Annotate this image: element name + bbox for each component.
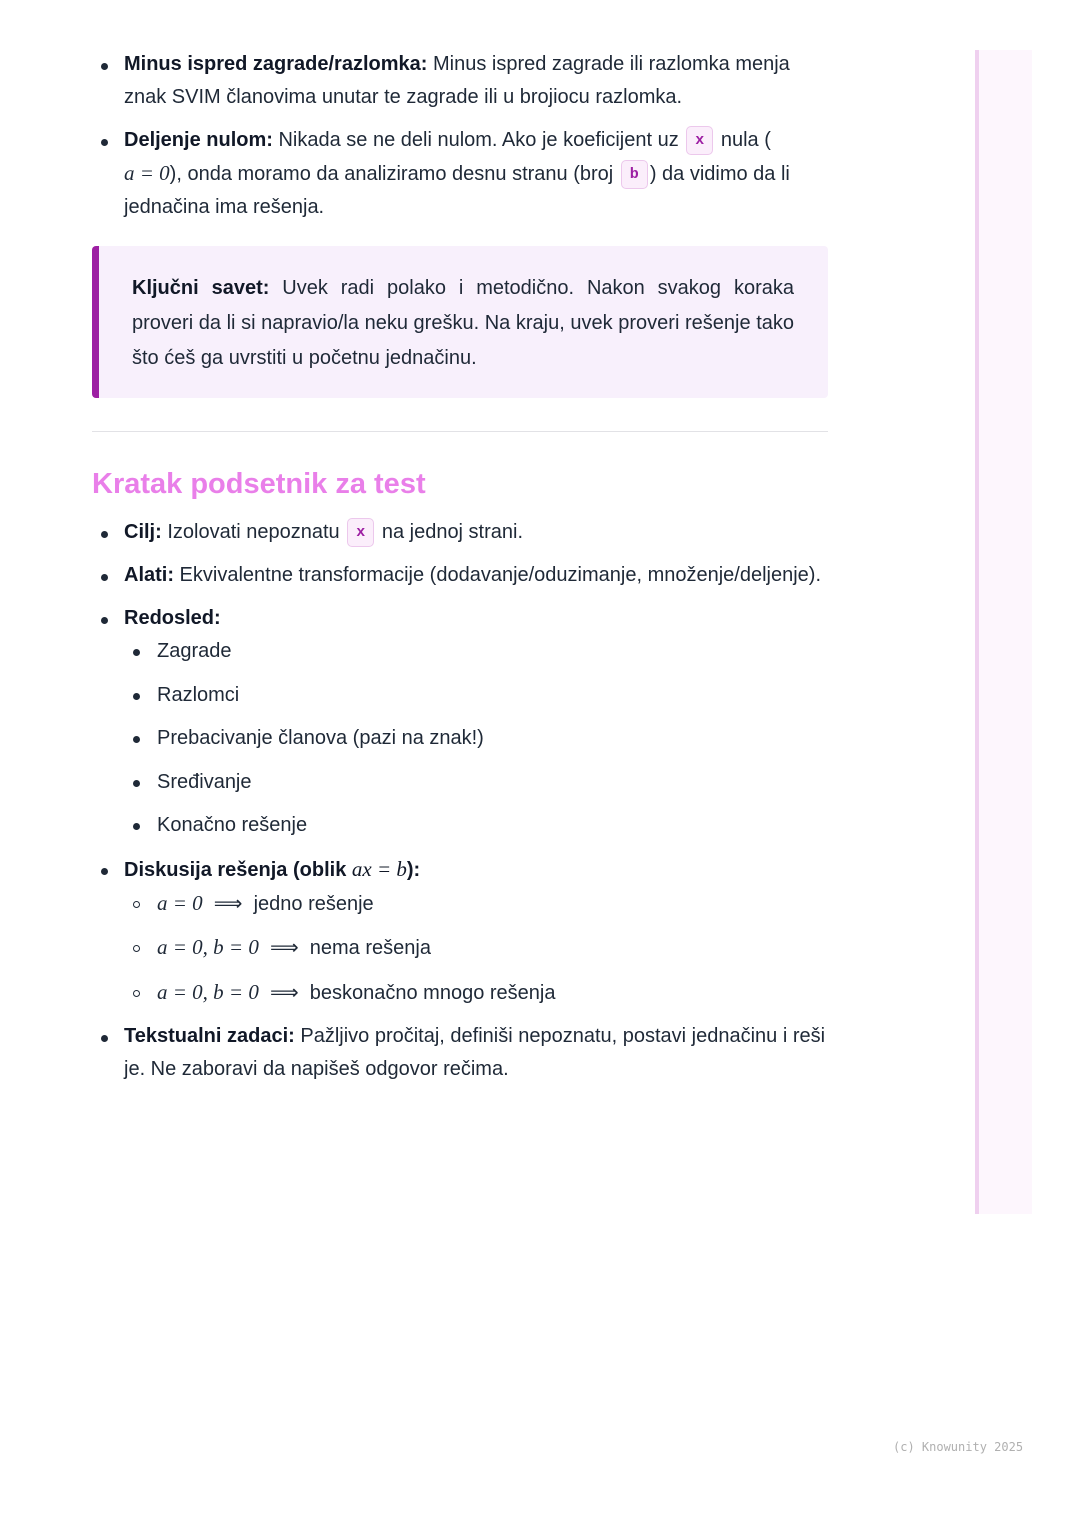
case-text: nema rešenja: [309, 937, 431, 959]
section-title: Kratak podsetnik za test: [92, 468, 426, 500]
item-text: ) da vidimo da li jednačina ima rešenja.: [124, 163, 790, 218]
side-panel: [975, 50, 1032, 1214]
list-item: [124, 931, 828, 965]
math-expression: a = 0, b = 0: [157, 935, 259, 959]
list-item-word-problems: [92, 1020, 828, 1086]
list-item: Razlomci: [124, 679, 828, 712]
copyright-footer: (c) Knowunity 2025: [893, 1440, 1024, 1454]
key-tip-callout: [92, 246, 828, 398]
reminder-list: [92, 516, 828, 1086]
math-expression: ax = b: [351, 856, 407, 881]
code-x: x: [686, 126, 713, 155]
code-x: x: [347, 518, 374, 547]
list-item: Zagrade: [124, 635, 828, 668]
list-item-goal: [92, 516, 828, 549]
item-text: Minus ispred zagrade ili razlomka menja znak SVIM članovima unutar te zagrade ili u brojiocu razlomka.: [124, 53, 790, 108]
item-text: Pažljivo pročitaj, definiši nepoznatu, postavi jednačinu i reši je. Ne zaboravi da napišeš odgovor rečima.: [124, 1025, 826, 1080]
list-item: Sređivanje: [124, 766, 828, 799]
list-item: [124, 887, 828, 921]
item-text: na jednoj strani.: [376, 521, 524, 543]
divider: [92, 431, 828, 432]
discussion-cases: [124, 887, 828, 1010]
math-expression: a = 0: [157, 890, 203, 915]
math-expression: a = 0, b = 0: [157, 979, 259, 1004]
case-text: beskonačno mnogo rešenja: [309, 981, 556, 1004]
item-label: Redosled:: [124, 607, 221, 629]
item-label: Cilj:: [124, 521, 162, 543]
item-label: Diskusija rešenja (oblik ax = b):: [124, 856, 421, 881]
item-text: Izolovati nepoznatu: [161, 521, 346, 543]
list-item-discussion: [92, 853, 828, 1010]
content: [92, 48, 828, 1096]
item-label: Deljenje nulom:: [124, 129, 273, 151]
callout-label: Ključni savet:: [132, 277, 270, 299]
list-item-minus: [92, 48, 828, 114]
item-text: Ekvivalentne transformacije (dodavanje/oduzimanje, množenje/deljenje).: [174, 564, 822, 586]
item-label: Alati:: [124, 564, 174, 586]
list-item: Konačno rešenje: [124, 809, 828, 842]
list-item-zero-division: [92, 124, 828, 224]
item-text: ), onda moramo da analiziramo desnu stranu (broj: [169, 163, 619, 185]
item-text: nula (: [715, 129, 771, 151]
item-text: Nikada se ne deli nulom. Ako je koeficijent uz: [272, 129, 685, 151]
implies-icon: ⟹: [213, 892, 243, 915]
list-item-order: [92, 602, 828, 842]
item-label: Tekstualni zadaci:: [124, 1025, 295, 1047]
callout-text: Uvek radi polako i metodično. Nakon svakog koraka proveri da li si napravio/la neku grešku. Na kraju, uvek proveri rešenje tako što ćeš ga uvrstiti u početnu jednačinu.: [132, 277, 794, 369]
math-expression: a = 0: [124, 161, 170, 185]
item-label: Minus ispred zagrade/razlomka:: [124, 53, 428, 75]
list-item: Prebacivanje članova (pazi na znak!): [124, 722, 828, 755]
case-text: jedno rešenje: [253, 892, 374, 915]
implies-icon: ⟹: [269, 981, 299, 1004]
code-b: b: [621, 160, 648, 189]
order-steps: [124, 635, 828, 842]
list-item-tools: [92, 559, 828, 592]
implies-icon: ⟹: [269, 937, 299, 959]
list-item: [124, 976, 828, 1010]
tips-list: [92, 48, 828, 224]
